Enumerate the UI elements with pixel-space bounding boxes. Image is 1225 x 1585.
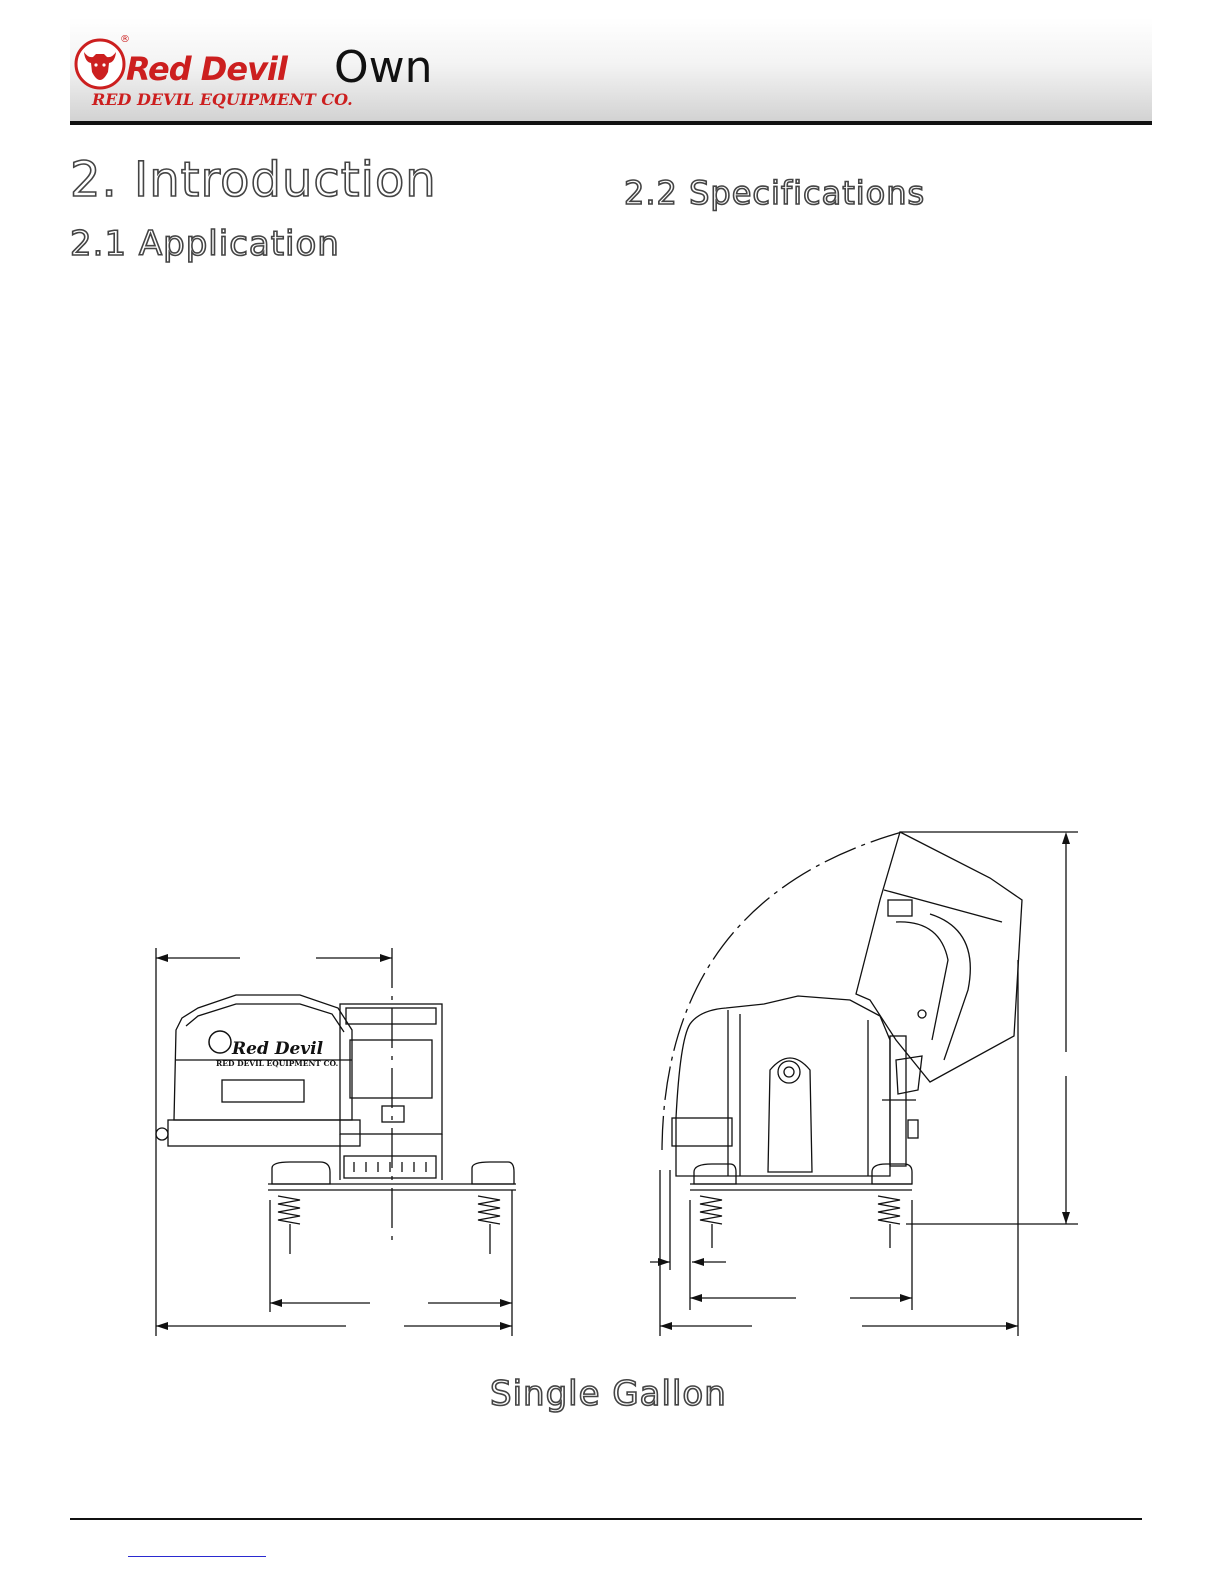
side-view: [650, 832, 1078, 1336]
hood-logo-icon: [209, 1031, 231, 1053]
specifications-heading: 2.2 Specifications: [624, 174, 926, 212]
registered-mark: ®: [120, 34, 130, 45]
brand-name: Red Devil: [126, 50, 287, 88]
figure-caption: Single Gallon: [490, 1374, 727, 1414]
application-heading: 2.1 Application: [70, 224, 340, 264]
intro-heading: 2. Introduction: [70, 152, 437, 208]
front-view: [156, 948, 516, 1336]
footer-rule: [70, 1518, 1142, 1520]
hood-brand: Red Devil: [232, 1039, 324, 1059]
hood-company: RED DEVIL EQUIPMENT CO.: [216, 1059, 339, 1068]
company-name: RED DEVIL EQUIPMENT CO.: [92, 90, 353, 109]
document-title: Own: [334, 42, 433, 93]
footer-link-underline[interactable]: [128, 1556, 266, 1557]
